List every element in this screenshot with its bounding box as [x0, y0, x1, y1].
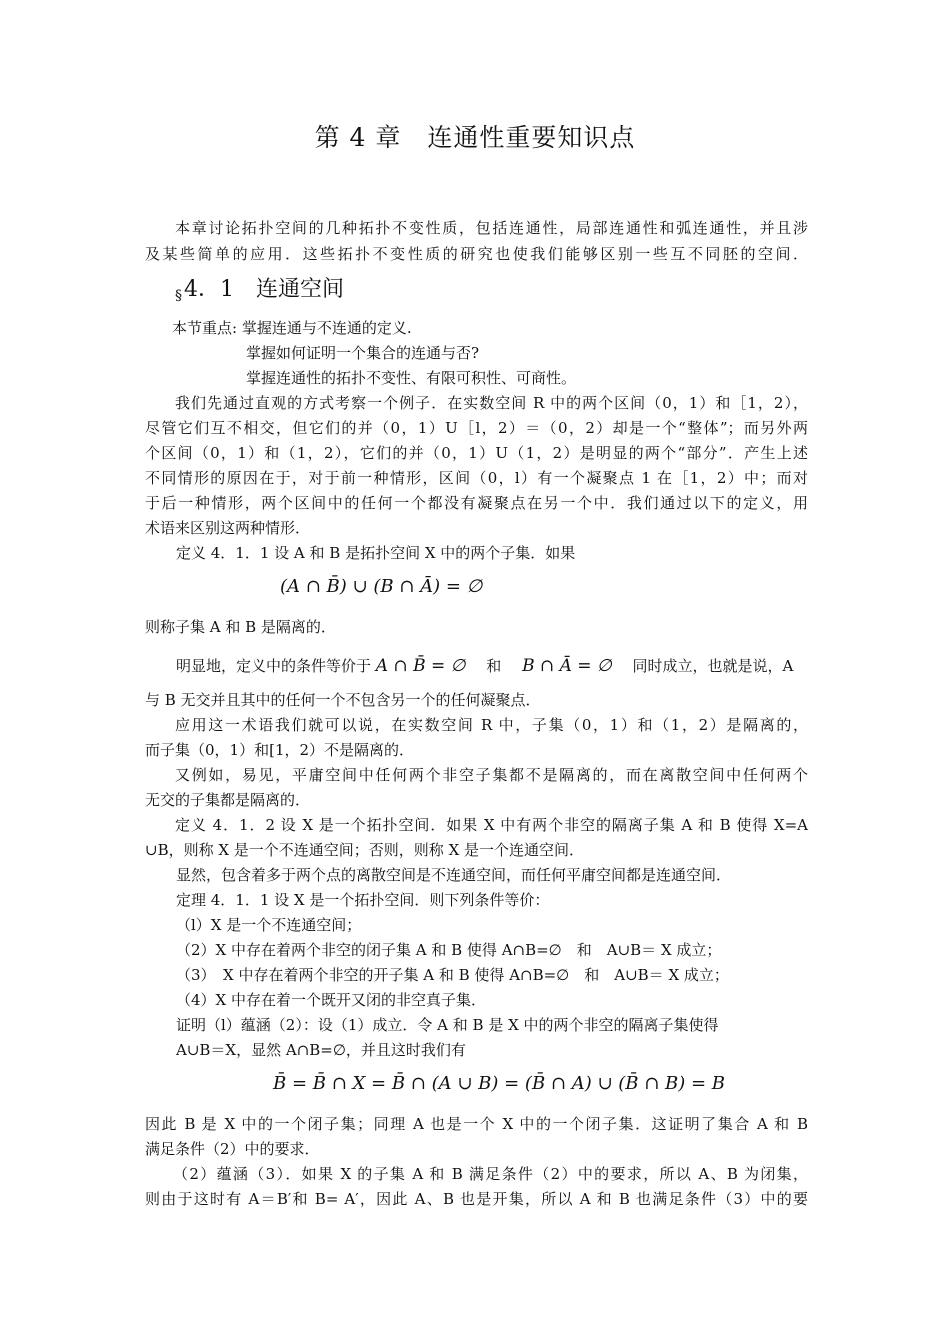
example-line-2: 尽管它们互不相交，但它们的并（0，1）U［l，2）＝（0，2）却是一个“整体”；而另外两 — [145, 419, 808, 437]
example-line-5: 于后一种情形，两个区间中的任何一个都没有凝聚点在另一个中．我们通过以下的定义，用 — [145, 494, 808, 512]
theorem-item-3: （3） X 中存在着两个非空的开子集 A 和 B 使得 A∩B=∅ 和 A∪B＝ X 成立； — [176, 966, 729, 984]
apply-line-2: 而子集（0，1）和[1，2）不是隔离的． — [145, 741, 415, 759]
obvious-and: 和 — [486, 657, 502, 675]
theorem-head: 定理 4．1．1 设 X 是一个拓扑空间．则下列条件等价： — [176, 891, 550, 909]
example-line-6: 术语来区别这两种情形． — [145, 519, 311, 537]
theorem-item-1: （l）X 是一个不连通空间； — [176, 916, 362, 934]
definition-1-conclusion: 则称子集 A 和 B 是隔离的． — [145, 618, 336, 636]
example-line-1: 我们先通过直观的方式考察一个例子．在实数空间 R 中的两个区间（0，1）和［1，2）， — [175, 394, 808, 412]
theorem-item-2: （2）X 中存在着两个非空的闭子集 A 和 B 使得 A∩B=∅ 和 A∪B＝ X 成立； — [176, 941, 722, 959]
focus-label: 本节重点: 掌握连通与不连通的定义. — [172, 319, 412, 337]
theorem-item-4: （4）X 中存在着一个既开又闭的非空真子集． — [176, 991, 486, 1009]
proof-line-1: 证明（l）蕴涵（2）：设（1）成立．令 A 和 B 是 X 中的两个非空的隔离子集使得 — [176, 1016, 719, 1034]
proof-after-line-1: 因此 B 是 X 中的一个闭子集；同理 A 也是一个 X 中的一个闭子集．这证明了集合 A 和 B — [145, 1115, 808, 1133]
also-line-1: 又例如，易见，平庸空间中任何两个非空子集都不是隔离的，而在离散空间中任何两个 — [175, 766, 808, 784]
also-line-2: 无交的子集都是隔离的． — [145, 791, 311, 809]
obvious-suffix: 同时成立，也就是说，A — [632, 657, 794, 675]
definition-1: 定义 4．1．1 设 A 和 B 是拓扑空间 X 中的两个子集．如果 — [176, 544, 576, 562]
definition-2-line-2: ∪B，则称 X 是一个不连通空间；否则，则称 X 是一个连通空间． — [145, 841, 585, 859]
section-title: 连通空间 — [256, 277, 345, 302]
proof-after-line-4: 则由于这时有 A＝B′和 B= A′，因此 A、B 也是开集，所以 A 和 B 也满足条件（3）中的要 — [145, 1190, 808, 1208]
proof-after-line-3: （2）蕴涵（3）．如果 X 的子集 A 和 B 满足条件（2）中的要求，所以 A、B 为闭集， — [173, 1165, 808, 1183]
proof-line-2: A∪B＝X，显然 A∩B=∅，并且这时我们有 — [176, 1041, 466, 1059]
example-line-3: 个区间（0，1）和（1，2），它们的并（0，1）U（1，2）是明显的两个“部分”．产生上述 — [145, 444, 808, 462]
section-number: 4．1 — [184, 277, 234, 302]
obvious-prefix: 明显地，定义中的条件等价于 — [176, 657, 372, 675]
section-heading — [175, 272, 344, 303]
example-line-4: 不同情形的原因在于，对于前一种情形，区间（0，l）有一个凝聚点 1 在［1，2）中；而对 — [145, 469, 808, 487]
formula-b-cap-abar: B ∩ Ā = ∅ — [522, 656, 612, 676]
focus-item-2: 掌握连通性的拓扑不变性、有限可积性、可商性。 — [246, 369, 577, 387]
obvious-line-1 — [176, 658, 793, 675]
formula-a-cap-bbar: A ∩ B̄ = ∅ — [375, 656, 466, 676]
obvious-line-2: 与 B 无交并且其中的任何一个不包含另一个的任何凝聚点． — [145, 691, 541, 709]
focus-item-1: 掌握如何证明一个集合的连通与否? — [246, 344, 480, 362]
proof-after-line-2: 满足条件（2）中的要求． — [145, 1140, 320, 1158]
intro-line-2: 及某些简单的应用．这些拓扑不变性质的研究也使我们能够区别一些互不同胚的空间． — [145, 245, 808, 263]
formula-separated: (A ∩ B̄) ∪ (B ∩ Ā) = ∅ — [280, 576, 483, 597]
intro-line-1: 本章讨论拓扑空间的几种拓扑不变性质，包括连通性，局部连通性和弧连通性，并且涉 — [175, 219, 808, 237]
definition-2-line-1: 定义 4．1．2 设 X 是一个拓扑空间．如果 X 中有两个非空的隔离子集 A 和 B 使得 X=A — [175, 816, 808, 834]
apply-line-1: 应用这一术语我们就可以说，在实数空间 R 中，子集（0，1）和（1，2）是隔离的， — [175, 716, 808, 734]
section-mark: § — [175, 288, 182, 304]
chapter-title: 第 4 章 连通性重要知识点 — [314, 123, 636, 152]
clearly-line: 显然，包含着多于两个点的离散空间是不连通空间，而任何平庸空间都是连通空间． — [176, 866, 732, 884]
formula-closure: B̄ = B̄ ∩ X = B̄ ∩ (A ∪ B) = (B̄ ∩ A) ∪ (B̄ ∩ B) = B — [273, 1073, 726, 1094]
